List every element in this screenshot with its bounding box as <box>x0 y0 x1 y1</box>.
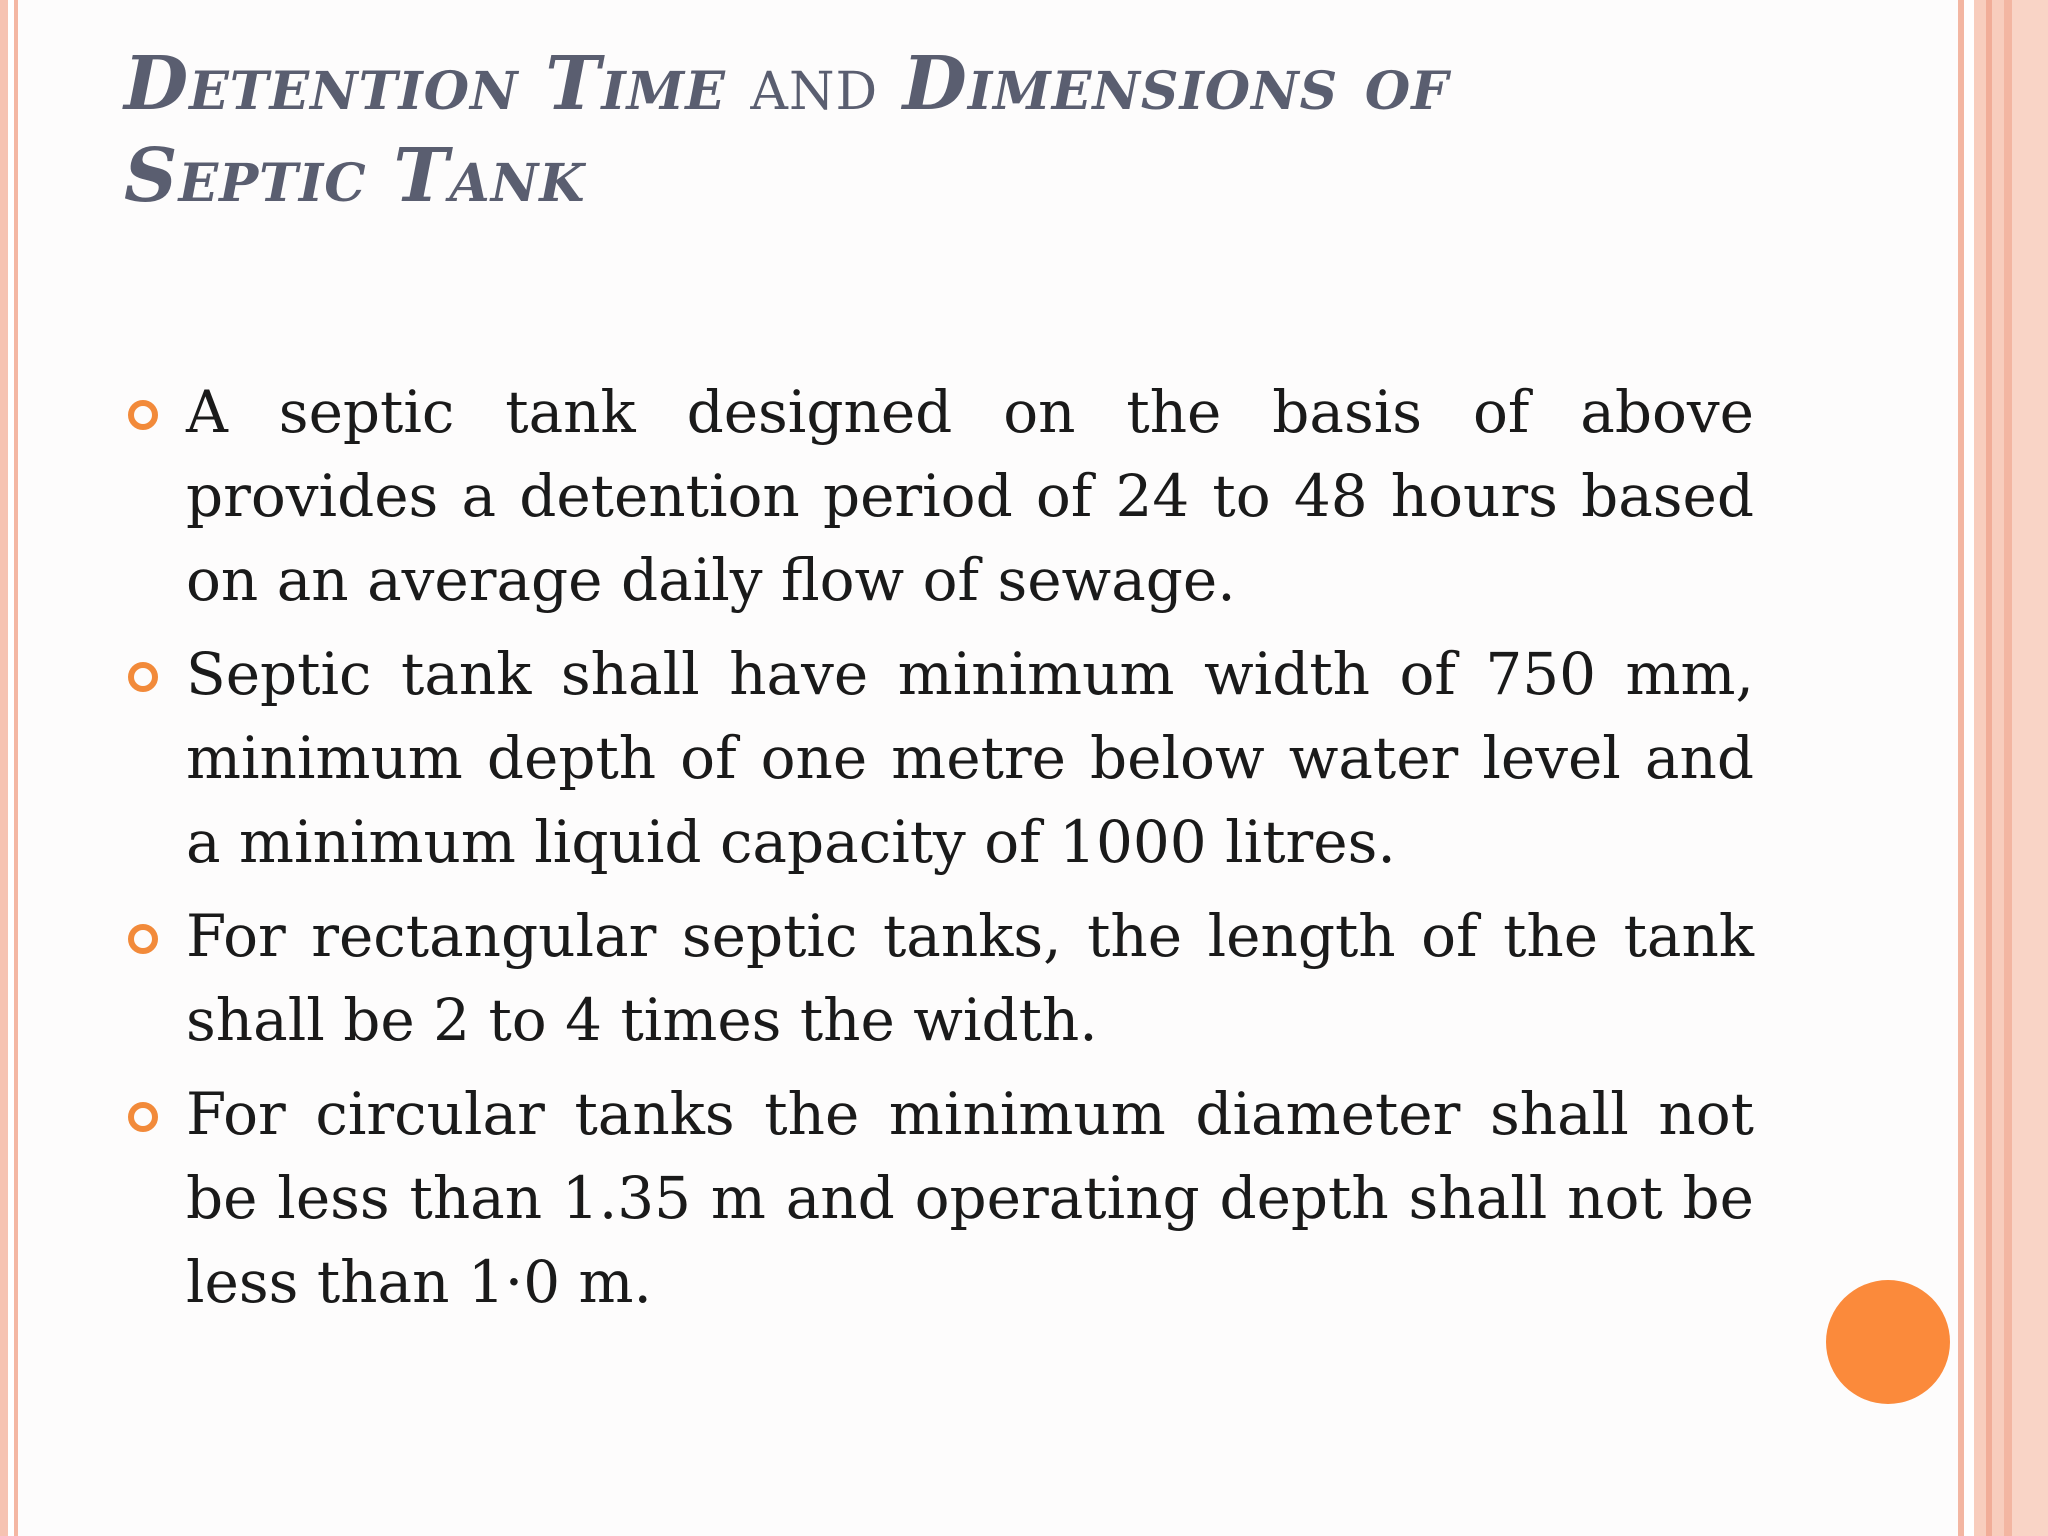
bullet-list <box>124 370 1754 1334</box>
bullet-circle-icon <box>128 400 158 430</box>
left-border-strip <box>14 0 18 1536</box>
right-border-strip <box>2012 0 2048 1536</box>
right-border-strip <box>1992 0 2004 1536</box>
bullet-item <box>124 370 1754 622</box>
bullet-item <box>124 894 1754 1062</box>
decorative-orange-circle <box>1826 1280 1950 1404</box>
left-border-strip <box>0 0 8 1536</box>
bullet-text: A septic tank designed on the basis of above provides a detention period of 24 to 48 hours based on an average daily flow of sewage. <box>186 378 1754 614</box>
title-part-3: Septic Tank <box>124 133 586 219</box>
bullet-text: For rectangular septic tanks, the length of the tank shall be 2 to 4 times the width. <box>186 902 1754 1054</box>
slide-title <box>124 38 1684 222</box>
right-border-strip <box>2004 0 2012 1536</box>
bullet-item <box>124 1072 1754 1324</box>
bullet-circle-icon <box>128 924 158 954</box>
right-border-gap <box>1964 0 1974 1536</box>
title-and: and <box>725 41 903 127</box>
title-part-1: Detention Time <box>124 41 726 127</box>
bullet-circle-icon <box>128 1102 158 1132</box>
bullet-text: Septic tank shall have minimum width of 750 mm, minimum depth of one metre below water level and a minimum liquid capacity of 1000 litres. <box>186 640 1754 876</box>
title-part-2: Dimensions of <box>902 41 1450 127</box>
bullet-circle-icon <box>128 662 158 692</box>
right-border-strip <box>1974 0 1986 1536</box>
bullet-text: For circular tanks the minimum diameter shall not be less than 1.35 m and operating depth shall not be less than 1·0 m. <box>186 1080 1754 1316</box>
bullet-item <box>124 632 1754 884</box>
